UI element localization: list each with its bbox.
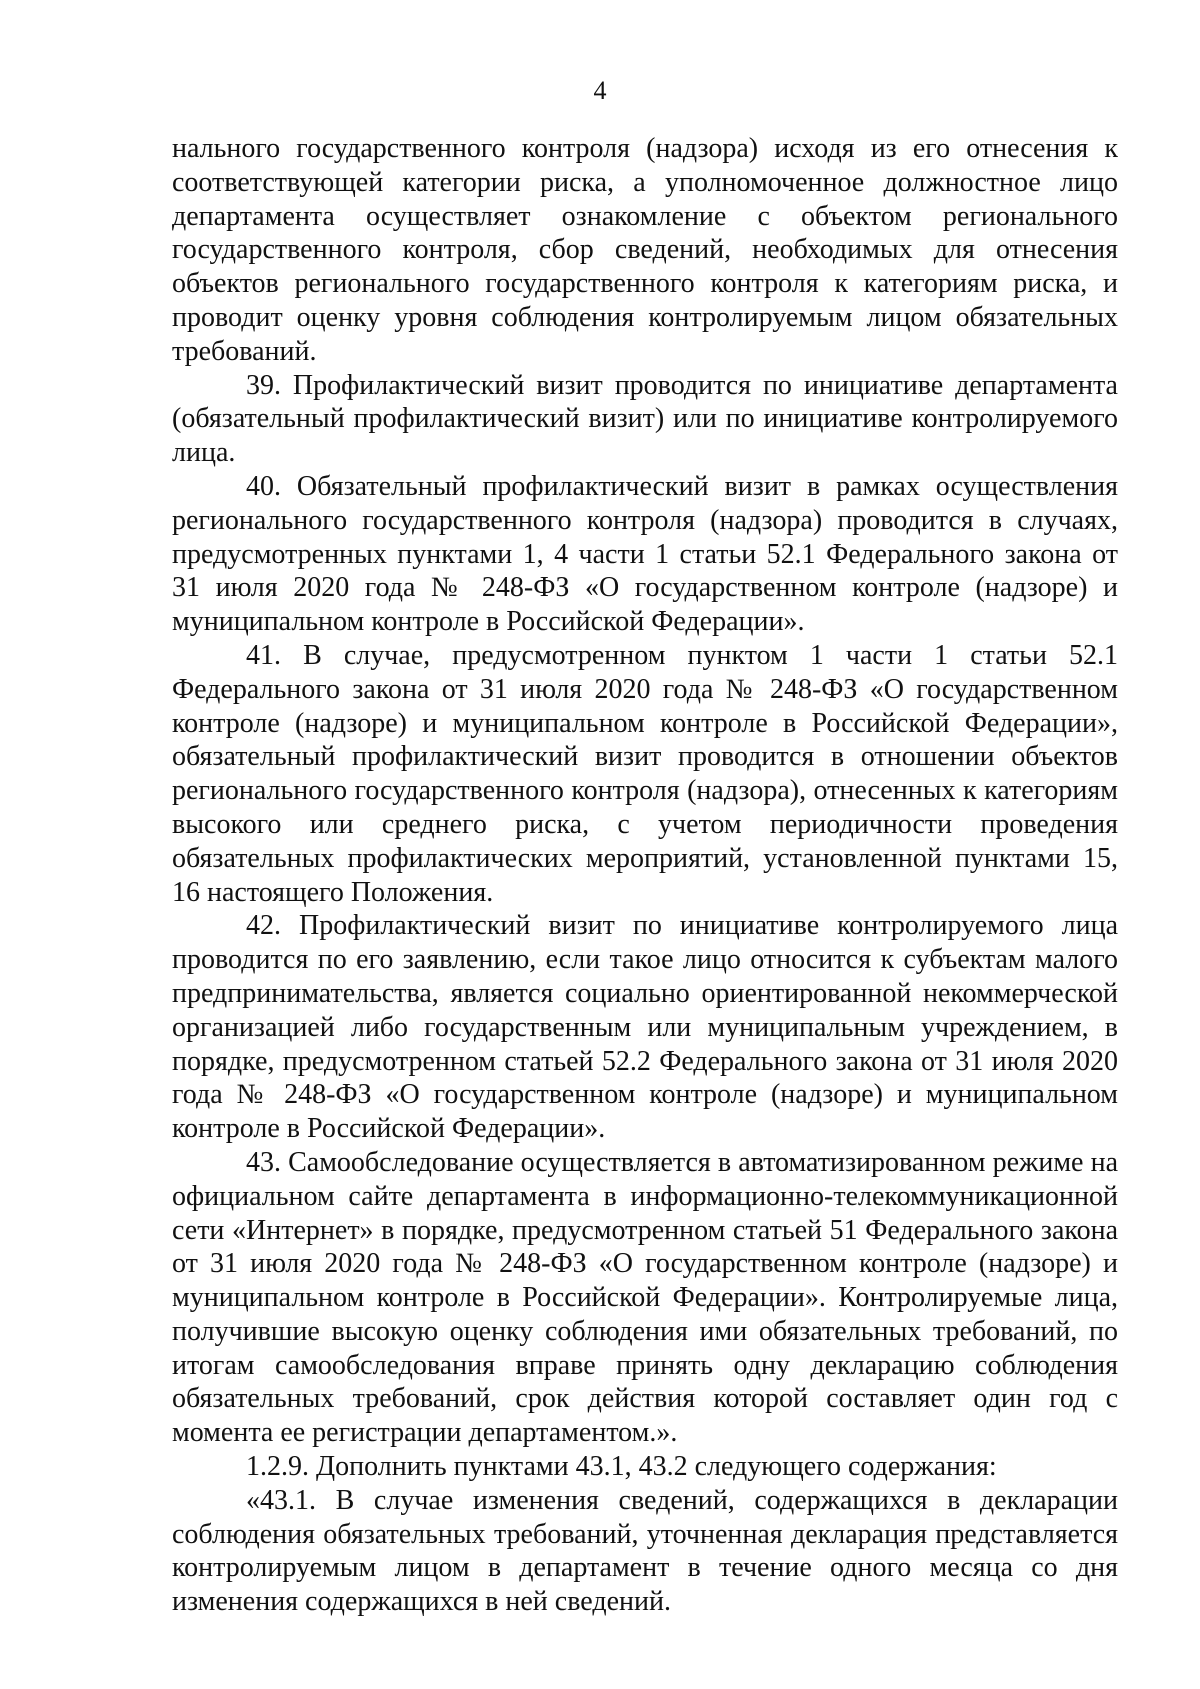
paragraph-40: 40. Обязательный профилактический визит в рамках осуществления регионального государственного контроля (надзора) проводится в случаях, предусмотренных пунктами 1, 4 части 1 статьи 52.1 Федерального закона от 31 июля 2020 года № 248-ФЗ «О государственном контроле (надзоре) и муниципальном контроле в Российской Федерации». (172, 470, 1118, 638)
paragraph-1-2-9: 1.2.9. Дополнить пунктами 43.1, 43.2 следующего содержания: (246, 1451, 997, 1483)
document-body (172, 132, 1118, 1619)
paragraph-41: 41. В случае, предусмотренном пунктом 1 части 1 статьи 52.1 Федерального закона от 31 июля 2020 года № 248-ФЗ «О государственном контроле (надзоре) и муниципальном контроле в Российской Федерации», обязательный профилактический визит проводится в отношении объектов регионального государственного контроля (надзора), отнесенных к категориям высокого или среднего риска, с учетом периодичности проведения обязательных профилактических мероприятий, установленной пунктами 15, 16 настоящего Положения. (172, 639, 1118, 908)
paragraph-42: 42. Профилактический визит по инициативе контролируемого лица проводится по его заявлению, если такое лицо относится к субъектам малого предпринимательства, является социально ориентированной некоммерческой организацией либо государственным или муниципальным учреждением, в порядке, предусмотренном статьей 52.2 Федерального закона от 31 июля 2020 года № 248-ФЗ «О государственном контроле (надзоре) и муниципальном контроле в Российской Федерации». (172, 910, 1118, 1145)
paragraph-39: 39. Профилактический визит проводится по инициативе департамента (обязательный профилактический визит) или по инициативе контролируемого лица. (172, 369, 1118, 469)
page-number: 4 (593, 76, 607, 105)
paragraph-43: 43. Самообследование осуществляется в автоматизированном режиме на официальном сайте департамента в информационно-телекоммуникационной сети «Интернет» в порядке, предусмотренном статьей 51 Федерального закона от 31 июля 2020 года № 248-ФЗ «О государственном контроле (надзоре) и муниципальном контроле в Российской Федерации». Контролируемые лица, получившие высокую оценку соблюдения ими обязательных требований, по итогам самообследования вправе принять одну декларацию соблюдения обязательных требований, срок действия которой составляет один год с момента ее регистрации департаментом.». (172, 1146, 1118, 1449)
paragraph-43-1: «43.1. В случае изменения сведений, содержащихся в декларации соблюдения обязательных требований, уточненная декларация представляется контролируемым лицом в департамент в течение одного месяца со дня изменения содержащихся в ней сведений. (172, 1484, 1118, 1618)
paragraph-continuation: нального государственного контроля (надзора) исходя из его отнесения к соответствующей категории риска, а уполномоченное должностное лицо департамента осуществляет ознакомление с объектом регионального государственного контроля, сбор сведений, необходимых для отнесения объектов регионального государственного контроля к категориям риска, и проводит оценку уровня соблюдения контролируемым лицом обязательных требований. (172, 133, 1118, 367)
